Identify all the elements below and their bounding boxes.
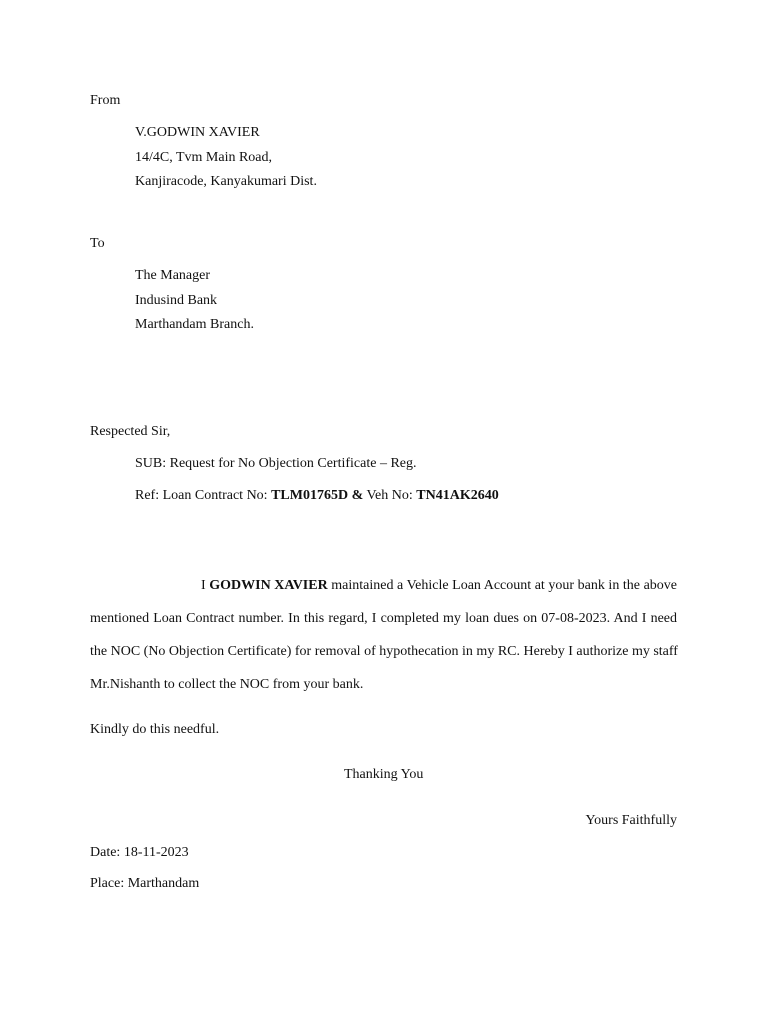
body-line-1-end: maintained a Vehicle Loan Account at your bank in the above <box>327 578 677 593</box>
subject-line: SUB: Request for No Objection Certificate – Reg. <box>135 456 417 471</box>
to-label: To <box>90 236 105 251</box>
body-line-1 <box>201 578 677 594</box>
body-line-3: the NOC (No Objection Certificate) for removal of hypothecation in my RC. Hereby I authorize my staff <box>90 644 678 659</box>
salutation: Respected Sir, <box>90 424 171 439</box>
sender-address-line2: Kanjiracode, Kanyakumari Dist. <box>135 174 317 189</box>
recipient-title: The Manager <box>135 268 211 283</box>
recipient-bank: Indusind Bank <box>135 293 218 308</box>
body-line-2: mentioned Loan Contract number. In this regard, I completed my loan dues on 07-08-2023. And I need <box>90 611 677 626</box>
sender-address-line1: 14/4C, Tvm Main Road, <box>135 150 273 165</box>
sender-name: V.GODWIN XAVIER <box>135 125 260 140</box>
date-line: Date: 18-11-2023 <box>90 845 189 860</box>
thanks-line: Thanking You <box>344 767 424 782</box>
request-line: Kindly do this needful. <box>90 722 220 737</box>
reference-line <box>135 488 499 504</box>
closing-line: Yours Faithfully <box>585 813 677 828</box>
from-label: From <box>90 93 121 108</box>
body-sender-name: GODWIN XAVIER <box>209 578 328 593</box>
body-line-1-start: I <box>201 578 210 593</box>
body-line-4: Mr.Nishanth to collect the NOC from your bank. <box>90 677 364 692</box>
loan-contract-number: TLM01765D & <box>271 488 364 503</box>
vehicle-number: TN41AK2640 <box>416 488 499 503</box>
reference-prefix: Ref: Loan Contract No: <box>135 488 272 503</box>
vehicle-number-label: Veh No: <box>363 488 417 503</box>
recipient-branch: Marthandam Branch. <box>135 317 254 332</box>
place-line: Place: Marthandam <box>90 876 200 891</box>
